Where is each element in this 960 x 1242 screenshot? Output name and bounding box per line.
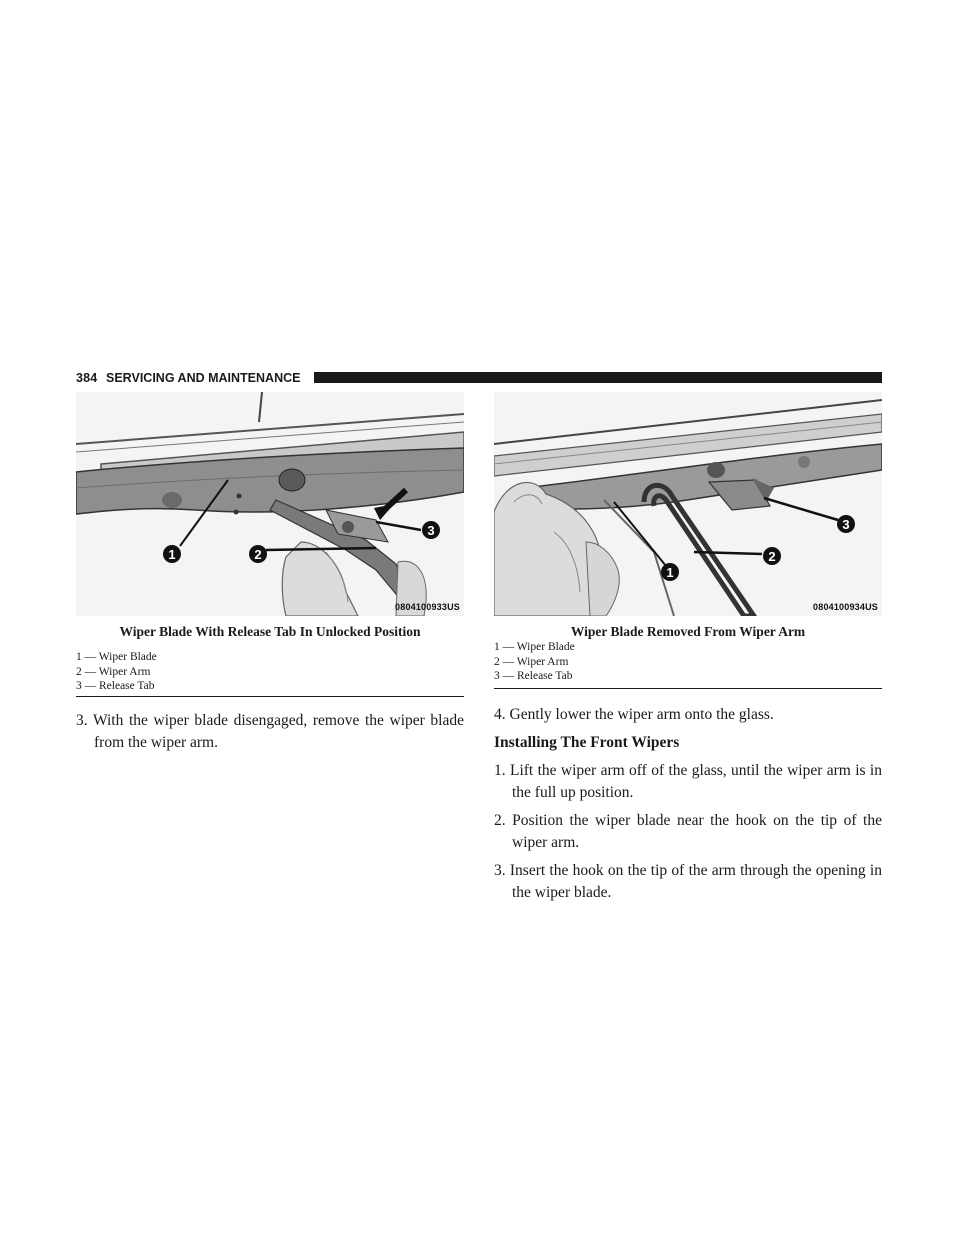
callout-2-label: 2	[254, 547, 262, 562]
figure-legend-right	[494, 640, 575, 684]
legend-item: 2 — Wiper Arm	[76, 665, 151, 678]
install-step-3: 3. Insert the hook on the tip of the arm through the opening in the wiper blade.	[494, 862, 882, 901]
install-step-2: 2. Position the wiper blade near the hook on the tip of the wiper arm.	[494, 812, 882, 851]
legend-rule-right	[494, 688, 882, 689]
legend-item: 1 — Wiper Blade	[494, 641, 575, 653]
figure-caption-left: Wiper Blade With Release Tab In Unlocked Position	[119, 624, 421, 639]
callout-3-label: 3	[427, 523, 435, 538]
page-header	[76, 371, 882, 385]
legend-item: 2 — Wiper Arm	[494, 655, 569, 668]
step-3-remove-blade: 3. With the wiper blade disengaged, remove the wiper blade from the wiper arm.	[76, 712, 464, 751]
figure-code: 0804100934US	[813, 602, 878, 612]
wiper-removed-illustration	[494, 392, 882, 616]
callout-2-label: 2	[768, 549, 776, 564]
legend-item: 3 — Release Tab	[76, 680, 155, 692]
legend-item: 1 — Wiper Blade	[76, 651, 157, 663]
figure-legend-left	[76, 650, 157, 694]
step-4-lower-arm	[494, 704, 882, 726]
figure-wiper-removed	[494, 392, 882, 616]
callout-1-label: 1	[666, 565, 674, 580]
legend-rule-left	[76, 696, 464, 697]
figure-wiper-release-tab	[76, 392, 464, 616]
section-title: SERVICING AND MAINTENANCE	[106, 371, 301, 385]
legend-item: 3 — Release Tab	[494, 670, 573, 682]
figure-caption-right: Wiper Blade Removed From Wiper Arm	[570, 624, 806, 639]
left-column-text	[76, 710, 464, 754]
install-steps	[494, 760, 882, 904]
callout-1-label: 1	[168, 547, 176, 562]
header-rule-bar	[314, 372, 882, 383]
page-number: 384	[76, 371, 98, 385]
step-4-text: 4. Gently lower the wiper arm onto the glass.	[494, 706, 774, 723]
figure-code: 0804100933US	[395, 602, 460, 612]
install-step-1: 1. Lift the wiper arm off of the glass, until the wiper arm is in the full up position.	[494, 762, 882, 801]
callout-3-label: 3	[842, 517, 850, 532]
wiper-release-illustration	[76, 392, 464, 616]
subheading-installing-front-wipers: Installing The Front Wipers	[494, 734, 680, 751]
